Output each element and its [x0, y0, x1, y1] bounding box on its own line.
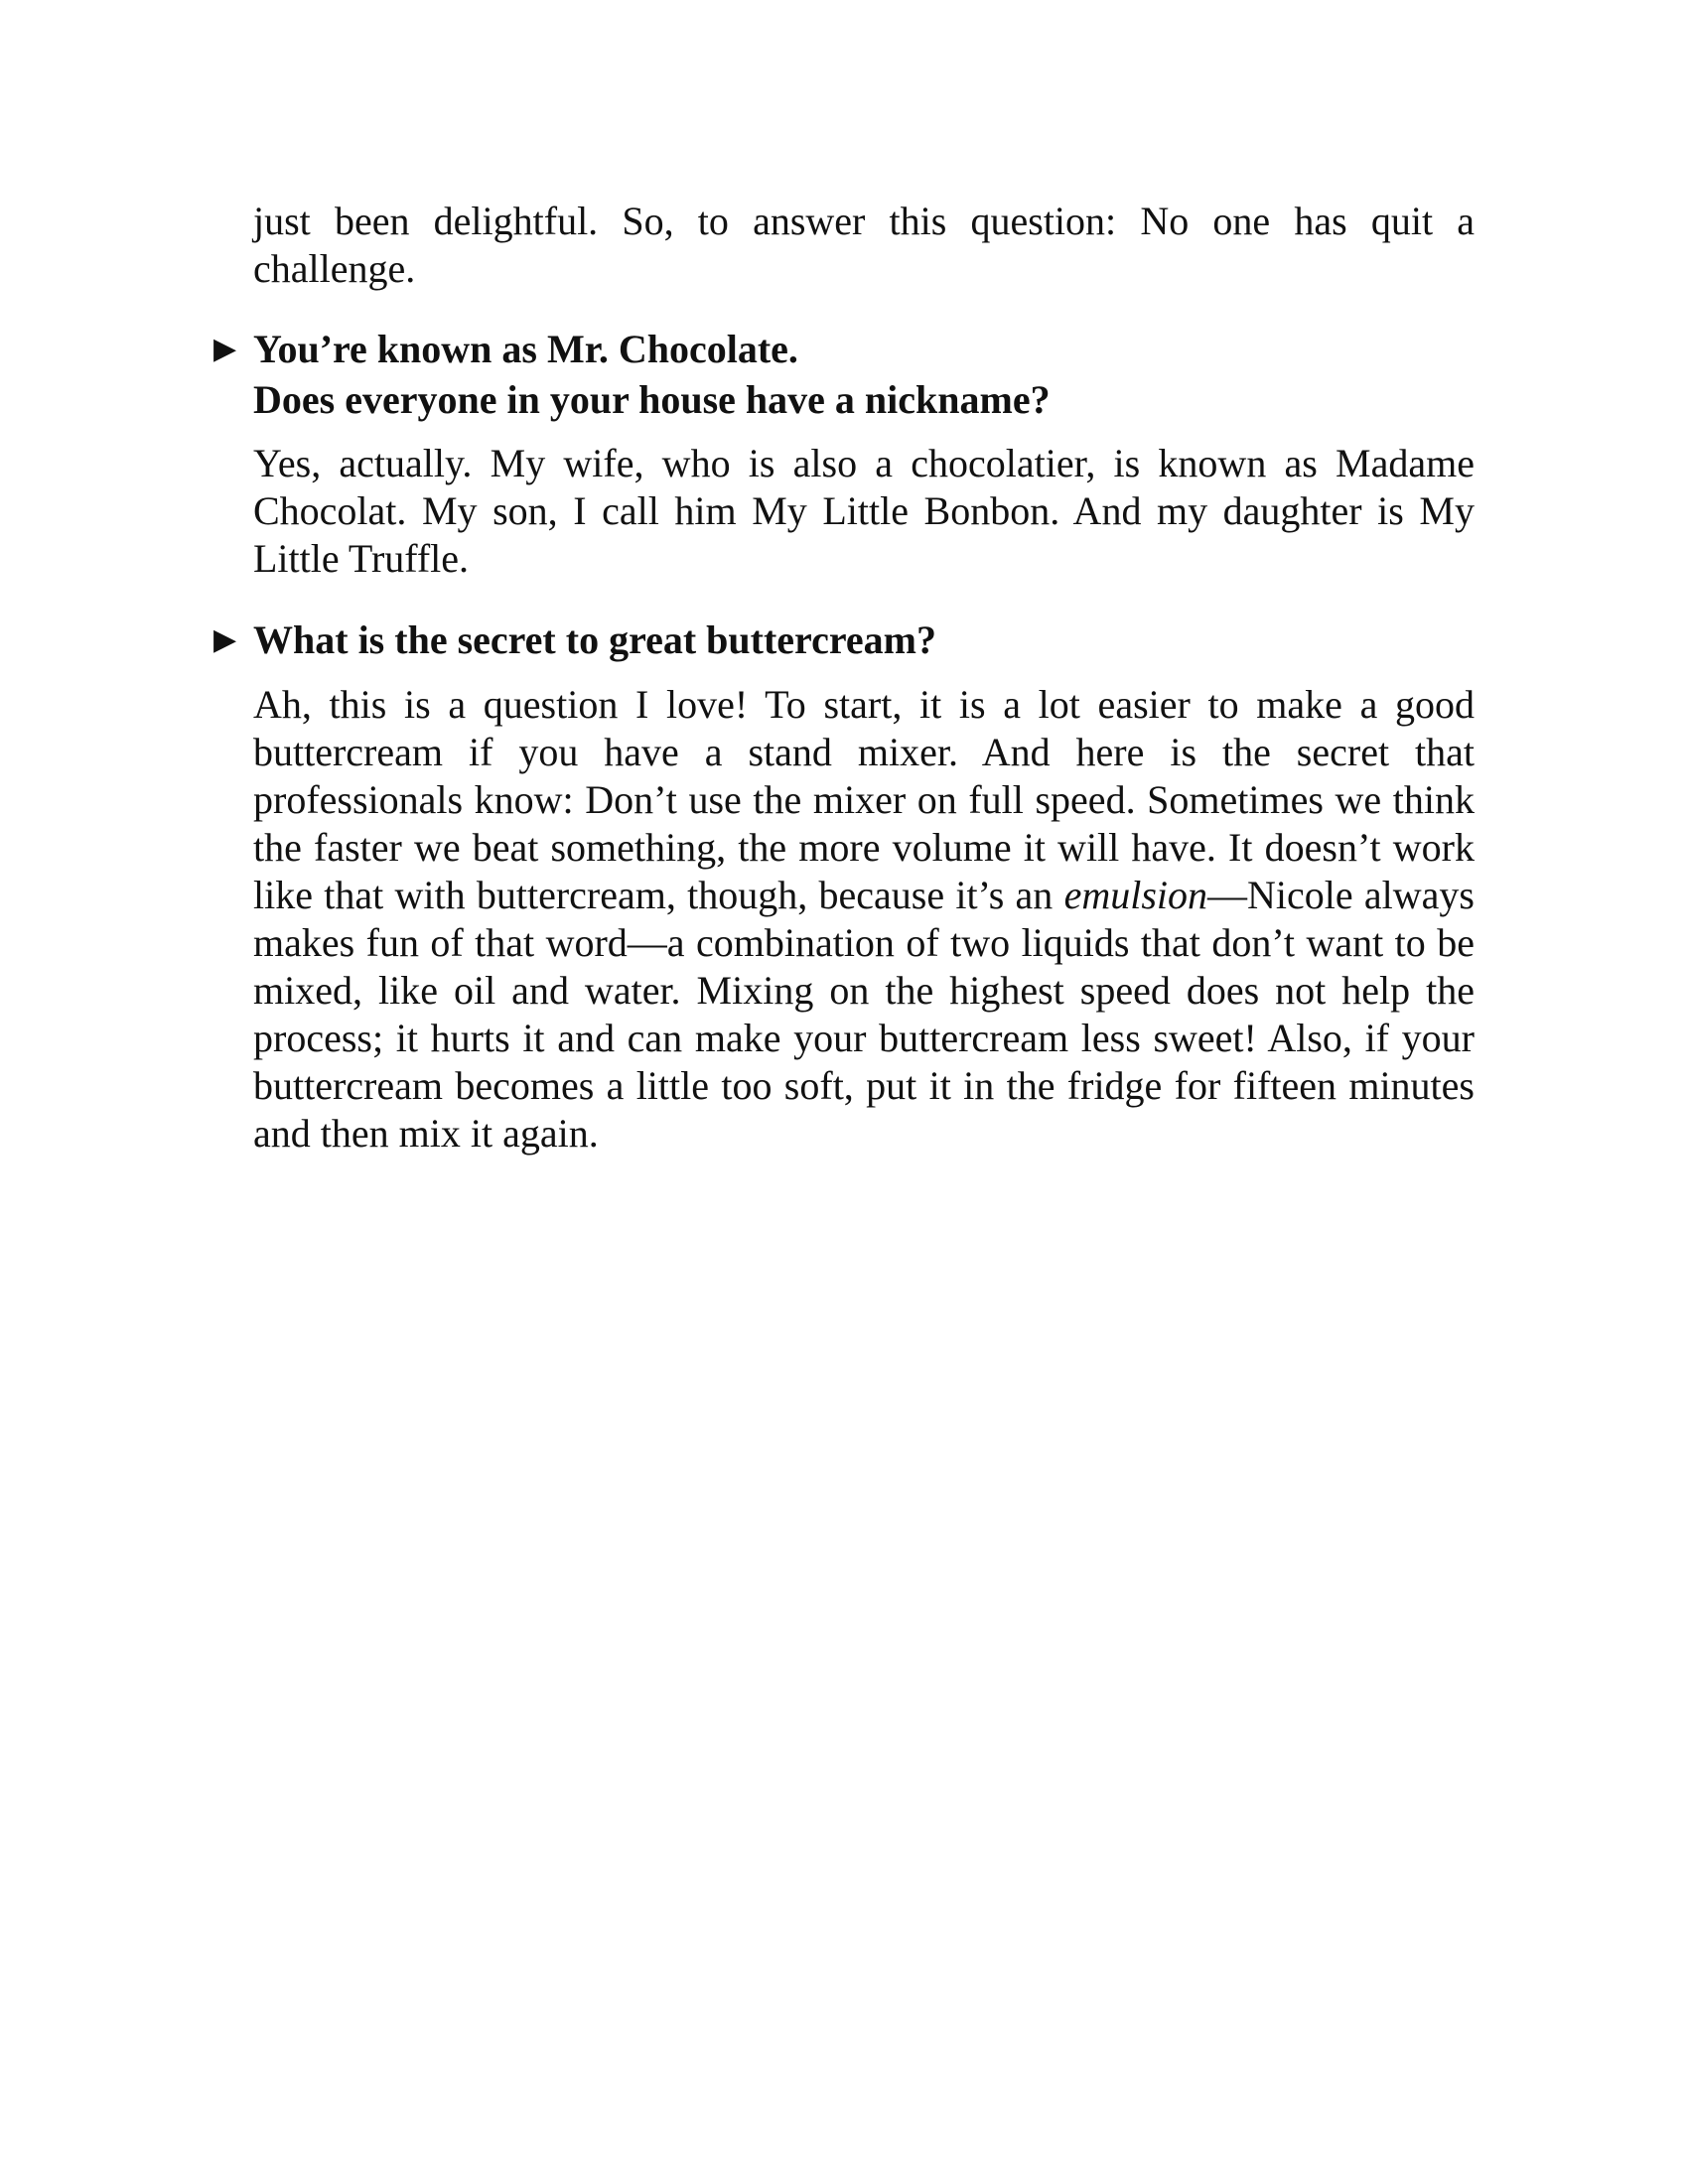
- triangle-bullet-icon: ▶: [213, 623, 237, 656]
- answer-text-part: —Nicole always makes fun of that word—a combination of two liquids that don’t want to be mixed, like oil and water. Mixing on the highest speed does not help the process; it hurts it and can make your buttercream less sweet! Also, if your buttercream becomes a little too soft, put it in the fridge for fifteen minutes and then mix it again.: [253, 873, 1475, 1156]
- answer-paragraph: [253, 681, 1475, 1158]
- italic-term: emulsion: [1063, 873, 1208, 917]
- question-line: What is the secret to great buttercream?: [253, 617, 936, 662]
- intro-paragraph-block: [253, 198, 1475, 293]
- question-heading-1: [213, 324, 1475, 425]
- question-line: You’re known as Mr. Chocolate.: [253, 327, 798, 371]
- question-line: Does everyone in your house have a nickname?: [253, 377, 1051, 422]
- intro-paragraph: just been delightful. So, to answer this question: No one has quit a challenge.: [253, 199, 1475, 291]
- answer-block-2: [253, 681, 1475, 1158]
- answer-text-part: Ah, this is a question I love! To start, it is a lot easier to make a good buttercream if you have a stand mixer. And here is the secret that professionals know: Don’t use the mixer on full speed. Sometimes we think the faster we beat something, the more volume it will have. It doesn’t work like that with buttercream, though, because it’s an: [253, 682, 1475, 917]
- answer-block-1: [253, 440, 1475, 583]
- answer-paragraph: Yes, actually. My wife, who is also a chocolatier, is known as Madame Chocolat. My son, I call him My Little Bonbon. And my daughter is My Little Truffle.: [253, 441, 1475, 581]
- triangle-bullet-icon: ▶: [213, 333, 237, 365]
- question-heading-2: [213, 614, 1475, 665]
